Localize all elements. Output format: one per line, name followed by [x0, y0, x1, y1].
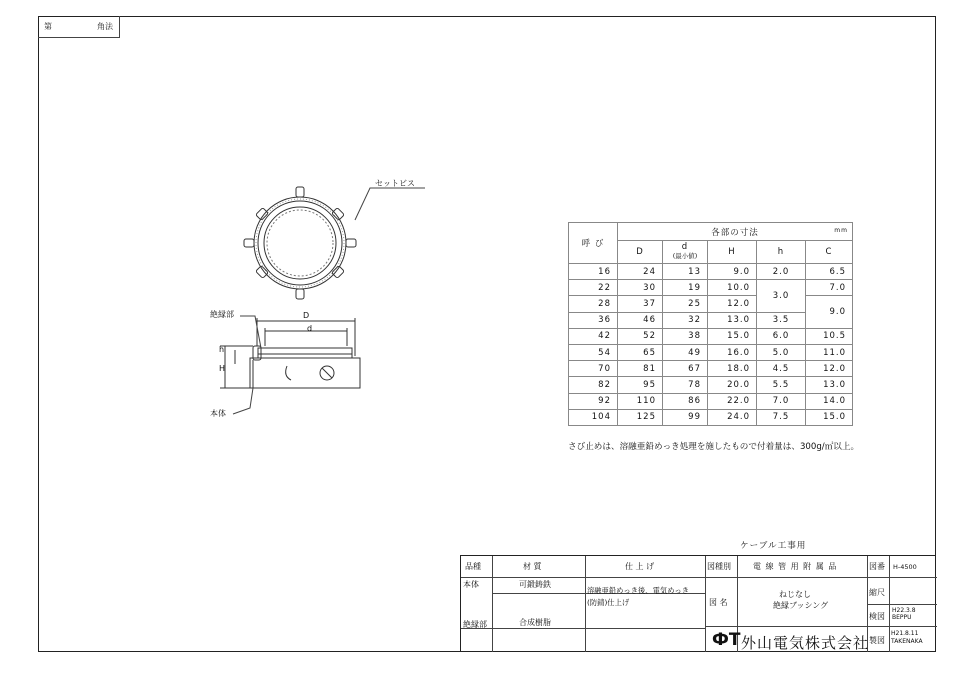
zuban-label: 図番: [869, 562, 885, 571]
table-cell-H: 13.0: [708, 312, 757, 328]
projection-tag-left: 第: [44, 22, 52, 31]
table-cell-yobi: 42: [569, 328, 618, 344]
inner-bore: [264, 207, 336, 279]
merged-h-cell: 3.0: [757, 280, 806, 312]
table-cell-C: 7.0: [806, 280, 853, 296]
table-cell-h: 6.0: [757, 328, 806, 344]
bushing-drawing: [195, 168, 435, 428]
col-C: C: [806, 241, 853, 264]
table-cell-C: 10.5: [806, 328, 853, 344]
col-d: [663, 241, 708, 264]
table-cell-yobi: 92: [569, 393, 618, 409]
table-cell-H: 18.0: [708, 361, 757, 377]
table-cell-h: 7.5: [757, 409, 806, 425]
table-cell-H: 15.0: [708, 328, 757, 344]
hdr-shiage: 仕 上 げ: [625, 562, 655, 571]
dim-d-label: d: [307, 324, 313, 333]
table-cell-d: 19: [663, 280, 708, 296]
table-cell-C: 15.0: [806, 409, 853, 425]
table-cell-H: 24.0: [708, 409, 757, 425]
table-cell-H: 10.0: [708, 280, 757, 296]
table-cell-D: 95: [618, 377, 663, 393]
table-cell-d: 99: [663, 409, 708, 425]
table-row: [569, 377, 853, 393]
table-cell-C: 14.0: [806, 393, 853, 409]
table-row: [569, 393, 853, 409]
hdr-hinmei: 品種: [465, 562, 481, 571]
dimension-table: [568, 222, 853, 426]
seizu-label: 製図: [869, 636, 885, 645]
table-cell-C: 6.5: [806, 264, 853, 280]
table-row: [569, 328, 853, 344]
row1-shiage-2: (防錆)仕上げ: [587, 598, 630, 607]
merged-C-cell: 9.0: [806, 296, 853, 328]
table-cell-H: 22.0: [708, 393, 757, 409]
table-cell-D: 65: [618, 344, 663, 360]
company-logo-icon: ФТ: [712, 630, 741, 650]
table-cell-h: 2.0: [757, 264, 806, 280]
col-group-label: 各部の寸法: [711, 227, 759, 238]
dim-h-label: h: [219, 345, 225, 354]
table-cell-d: 25: [663, 296, 708, 312]
table-cell-yobi: 28: [569, 296, 618, 312]
title-block: [460, 555, 936, 652]
table-cell-yobi: 36: [569, 312, 618, 328]
table-cell-d: 38: [663, 328, 708, 344]
table-cell-d: 86: [663, 393, 708, 409]
row1-shiage-1: 溶融亜鉛めっき後、電気めっき: [587, 586, 690, 595]
hdr-zairyo: 材 質: [523, 562, 542, 571]
row1-zairyo: 可鍛鋳鉄: [519, 580, 551, 589]
col-D: D: [618, 241, 663, 264]
dim-H-label: H: [219, 364, 226, 373]
table-cell-h: 7.0: [757, 393, 806, 409]
table-row: [569, 344, 853, 360]
table-row: [569, 264, 853, 280]
table-row: [569, 296, 853, 312]
table-cell-D: 81: [618, 361, 663, 377]
table-cell-yobi: 16: [569, 264, 618, 280]
table-cell-yobi: 104: [569, 409, 618, 425]
table-row: [569, 409, 853, 425]
table-cell-D: 110: [618, 393, 663, 409]
insulation-part-label: 絶縁部: [210, 310, 234, 319]
table-cell-h: 3.5: [757, 312, 806, 328]
table-cell-yobi: 70: [569, 361, 618, 377]
table-cell-D: 125: [618, 409, 663, 425]
table-cell-d: 67: [663, 361, 708, 377]
zumei-line-1: ねじなし: [779, 590, 811, 599]
table-row: [569, 280, 853, 296]
table-cell-C: 13.0: [806, 377, 853, 393]
table-cell-d: 32: [663, 312, 708, 328]
zumei-label: 図 名: [709, 598, 728, 607]
col-h: h: [757, 241, 806, 264]
table-row: [569, 361, 853, 377]
table-cell-D: 37: [618, 296, 663, 312]
table-cell-h: 5.0: [757, 344, 806, 360]
col-group: [618, 223, 853, 241]
shukusyaku-label: 縮尺: [869, 588, 885, 597]
table-cell-H: 9.0: [708, 264, 757, 280]
table-cell-D: 24: [618, 264, 663, 280]
unit-label: mm: [834, 227, 848, 234]
setscrew-label: セットビス: [375, 179, 415, 188]
col-d-label: d: [681, 242, 689, 252]
projection-tag: [38, 16, 120, 38]
table-cell-d: 78: [663, 377, 708, 393]
col-yobi: 呼 び: [569, 223, 618, 264]
zumeisyu-label: 図種別: [707, 562, 731, 571]
rust-note: さび止めは、溶融亜鉛めっき処理を施したもので付着量は、300g/㎡以上。: [568, 442, 860, 452]
side-body: [250, 358, 360, 388]
table-cell-yobi: 22: [569, 280, 618, 296]
body-part-label: 本体: [210, 409, 226, 418]
zumei-line-2: 絶縁ブッシング: [773, 601, 829, 610]
table-cell-C: 12.0: [806, 361, 853, 377]
table-cell-D: 46: [618, 312, 663, 328]
col-H: H: [708, 241, 757, 264]
row2-hinmei: 絶縁部: [463, 620, 487, 629]
row2-zairyo: 合成樹脂: [519, 618, 551, 627]
kaitei-value: H22.3.8 BEPPU: [892, 607, 916, 621]
usage-caption: ケーブル工事用: [740, 541, 807, 551]
seizu-value: H21.8.11 TAKENAKA: [891, 630, 923, 645]
col-d-note: (最小値): [672, 252, 698, 260]
projection-tag-right: 角法: [97, 22, 113, 31]
zuban-value: H-4500: [893, 563, 917, 571]
table-cell-d: 13: [663, 264, 708, 280]
table-cell-h: 4.5: [757, 361, 806, 377]
table-cell-yobi: 82: [569, 377, 618, 393]
table-cell-D: 52: [618, 328, 663, 344]
company-name: 外山電気株式会社: [741, 634, 870, 652]
row1-hinmei: 本体: [463, 580, 479, 589]
table-cell-H: 12.0: [708, 296, 757, 312]
kaitei-label: 検図: [869, 612, 885, 621]
table-cell-h: 5.5: [757, 377, 806, 393]
table-cell-yobi: 54: [569, 344, 618, 360]
zumeisyu-value: 電 線 管 用 附 属 品: [753, 562, 838, 571]
table-cell-d: 49: [663, 344, 708, 360]
table-cell-D: 30: [618, 280, 663, 296]
outer-ring: [254, 197, 346, 289]
table-cell-C: 11.0: [806, 344, 853, 360]
dim-D-label: D: [303, 311, 310, 320]
table-cell-H: 16.0: [708, 344, 757, 360]
table-cell-H: 20.0: [708, 377, 757, 393]
